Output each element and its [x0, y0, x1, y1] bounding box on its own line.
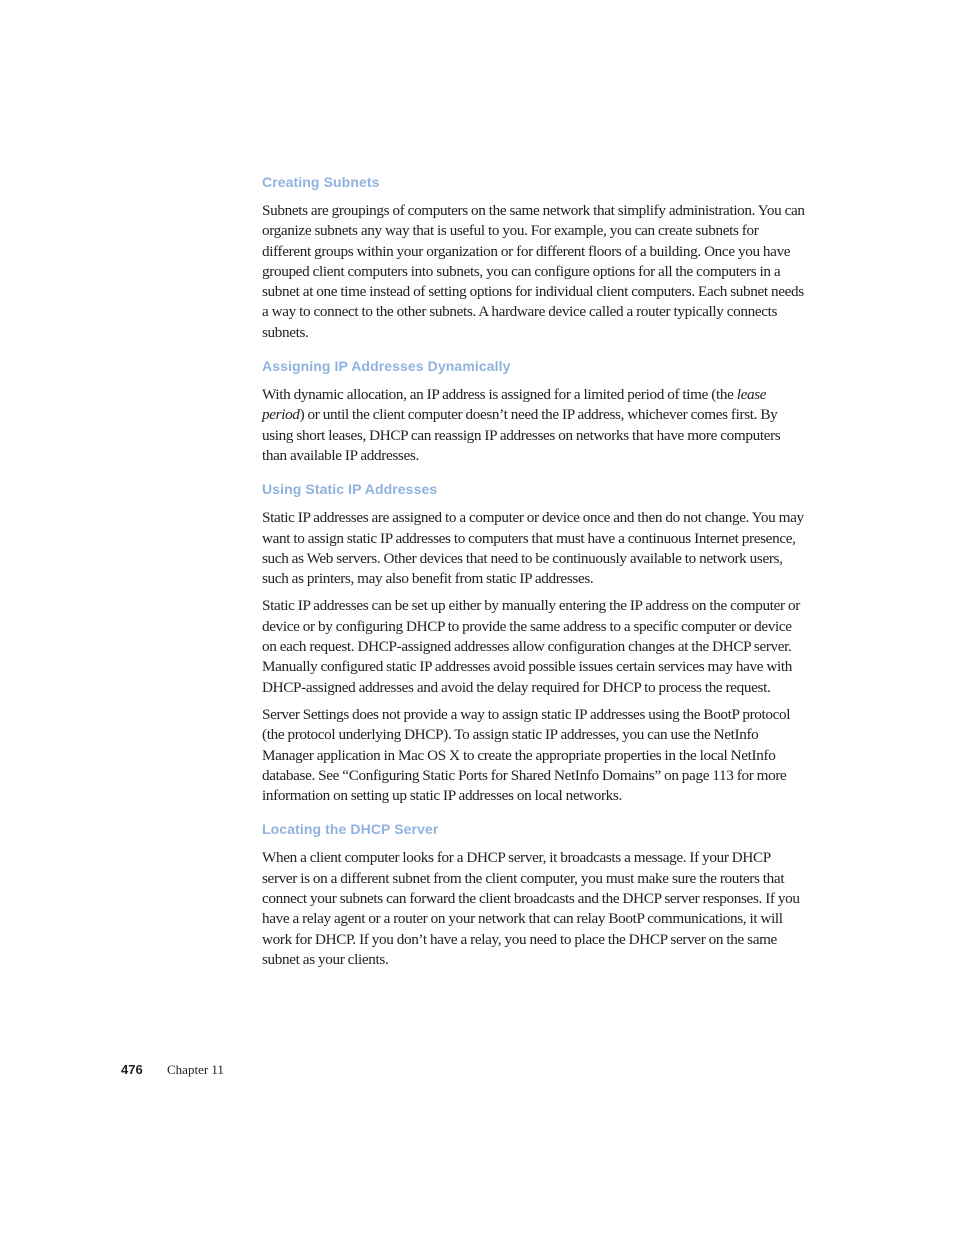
- section-static-ip: [262, 479, 807, 806]
- body-paragraph: Server Settings does not provide a way to assign static IP addresses using the BootP protocol (the protocol underlying DHCP). To assign static IP addresses, you can use the NetInfo Manager application in Mac OS X to create the appropriate properties in the local NetInfo database. See “Configuring Static Ports for Shared NetInfo Domains” on page 113 for more information on setting up static IP addresses on local networks.: [262, 705, 791, 805]
- emphasis-term: lease period: [262, 386, 767, 424]
- section-heading: Creating Subnets: [262, 174, 380, 190]
- page-number: 476: [121, 1062, 143, 1077]
- body-paragraph: Static IP addresses can be set up either by manually entering the IP address on the computer or device or by configuring DHCP to provide the same address to a specific computer or device on each request. DHCP-assigned addresses allow configuration changes at the DHCP server. Manually configured static IP addresses avoid possible issues certain services may have with DHCP-assigned addresses and avoid the delay required for DHCP to process the request.: [262, 597, 800, 696]
- chapter-label: Chapter 11: [167, 1062, 224, 1077]
- section-assigning-ip-dynamically: [262, 356, 807, 466]
- body-text: ) or until the client computer doesn’t need the IP address, whichever comes first. By using short leases, DHCP can reassign IP addresses on networks that have more computers than available IP addresses.: [262, 406, 781, 464]
- section-heading: Using Static IP Addresses: [262, 481, 438, 498]
- body-text: With dynamic allocation, an IP address is assigned for a limited period of time (the: [262, 386, 737, 404]
- body-paragraph: Subnets are groupings of computers on the same network that simplify administration. You can organize subnets any way that is useful to you. For example, you can create subnets for different groups within your organization or for different floors of a building. Once you have grouped client computers into subnets, you can configure options for all the computers in a subnet at one time instead of setting options for individual client computers. Each subnet needs a way to connect to the other subnets. A hardware device called a router typically connects subnets.: [262, 202, 805, 341]
- body-paragraph: [262, 385, 807, 466]
- section-locating-dhcp-server: [262, 819, 807, 970]
- section-heading: Locating the DHCP Server: [262, 821, 439, 838]
- page-content: [262, 172, 807, 983]
- body-paragraph: Static IP addresses are assigned to a computer or device once and then do not change. You may want to assign static IP addresses to computers that must have a continuous Internet presence, such as Web servers. Other devices that need to be continuously available to network users, such as printers, may also benefit from static IP addresses.: [262, 509, 804, 588]
- section-creating-subnets: [262, 172, 807, 343]
- body-paragraph: When a client computer looks for a DHCP server, it broadcasts a message. If your DHCP server is on a different subnet from the client computer, you must make sure the routers that connect your subnets can forward the client broadcasts and the DHCP server responses. If you have a relay agent or a router on your network that can relay BootP communications, it will work for DHCP. If you don’t have a relay, you need to place the DHCP server on the same subnet as your clients.: [262, 849, 800, 968]
- section-heading: Assigning IP Addresses Dynamically: [262, 358, 511, 375]
- page-footer: [121, 1062, 224, 1078]
